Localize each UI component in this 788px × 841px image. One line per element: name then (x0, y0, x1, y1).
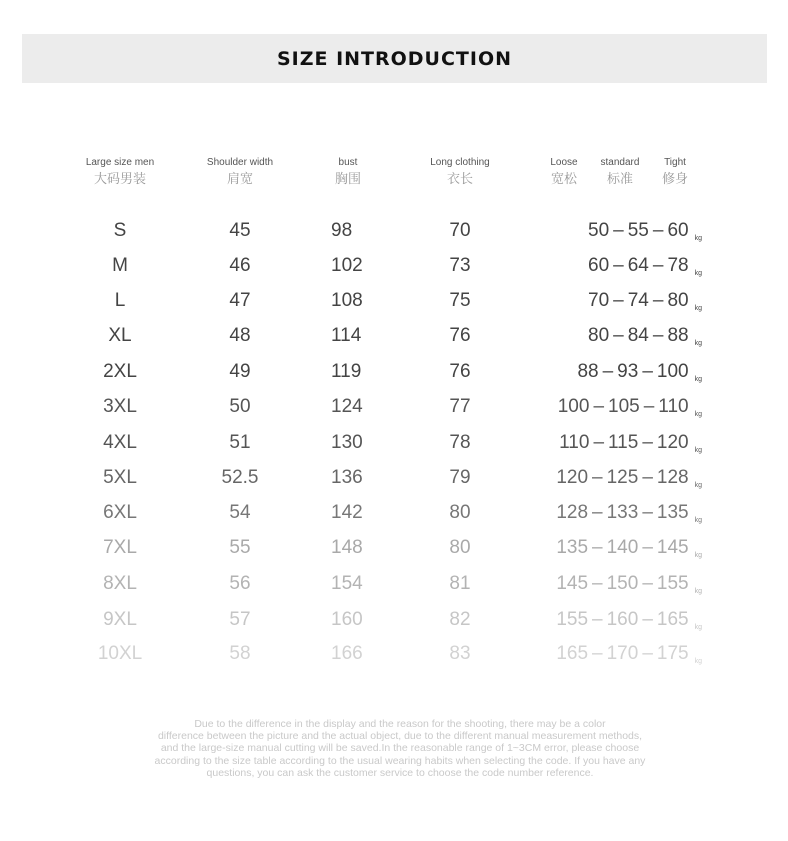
standard-weight: 84 (627, 325, 649, 346)
header-standard-cn: 标准 (606, 172, 633, 187)
range-dash: – (652, 290, 664, 311)
range-dash: – (642, 361, 653, 382)
length-cell: 82 (449, 609, 471, 630)
size-cell: 8XL (103, 573, 137, 594)
header-loose-cn: 宽松 (550, 172, 577, 187)
shoulder-cell: 51 (229, 432, 251, 453)
size-cell: 7XL (103, 537, 137, 558)
bust-cell: 130 (331, 432, 363, 453)
length-cell: 78 (449, 432, 471, 453)
weight-range-cell (532, 218, 702, 248)
table-row (0, 607, 788, 633)
bust-cell: 142 (331, 502, 363, 523)
loose-weight: 50 (588, 220, 610, 241)
loose-weight: 110 (559, 432, 590, 453)
tight-weight: 135 (656, 502, 689, 523)
header-length-en: Long clothing (430, 157, 490, 168)
range-dash: – (652, 325, 664, 346)
range-dash: – (642, 609, 653, 630)
range-dash: – (613, 290, 624, 311)
bust-cell: 148 (331, 537, 363, 558)
header-tight (652, 156, 698, 189)
header-size (70, 156, 170, 189)
weight-range-cell (532, 500, 702, 530)
shoulder-cell: 56 (229, 573, 251, 594)
weight-range-cell (532, 571, 702, 601)
loose-weight: 88 (577, 361, 599, 382)
tight-weight: 128 (656, 467, 689, 488)
header-standard-en: standard (600, 157, 640, 168)
header-loose-en: Loose (550, 157, 578, 168)
bust-cell: 160 (331, 609, 363, 630)
length-cell: 79 (449, 467, 471, 488)
table-row (0, 394, 788, 420)
unit-label: kg (694, 411, 702, 418)
size-cell: 2XL (103, 361, 137, 382)
header-length (410, 156, 510, 189)
table-row (0, 641, 788, 667)
header-bust-en: bust (338, 157, 358, 168)
weight-range-cell (532, 641, 702, 671)
length-cell: 70 (449, 220, 471, 241)
shoulder-cell: 49 (229, 361, 251, 382)
tight-weight: 175 (656, 643, 689, 664)
table-row (0, 218, 788, 244)
standard-weight: 170 (606, 643, 639, 664)
standard-weight: 150 (606, 573, 639, 594)
weight-range-cell (532, 253, 702, 283)
standard-weight: 55 (627, 220, 649, 241)
loose-weight: 165 (556, 643, 589, 664)
loose-weight: 60 (588, 255, 610, 276)
bust-cell: 114 (331, 325, 362, 346)
tight-weight: 88 (667, 325, 689, 346)
tight-weight: 165 (656, 609, 689, 630)
page-title: SIZE INTRODUCTION (276, 47, 513, 70)
table-row (0, 571, 788, 597)
range-dash: – (602, 361, 614, 382)
bust-cell: 108 (331, 290, 363, 311)
range-dash: – (592, 502, 603, 523)
tight-weight: 100 (656, 361, 689, 382)
standard-weight: 160 (606, 609, 639, 630)
size-cell: M (112, 255, 128, 276)
unit-label: kg (694, 447, 702, 454)
range-dash: – (642, 467, 653, 488)
unit-label: kg (694, 482, 702, 489)
tight-weight: 110 (658, 396, 689, 417)
tight-weight: 155 (656, 573, 689, 594)
shoulder-cell: 50 (229, 396, 251, 417)
standard-weight: 115 (608, 432, 639, 453)
header-standard (592, 156, 648, 189)
header-loose (538, 156, 590, 189)
table-row (0, 465, 788, 491)
shoulder-cell: 52.5 (221, 467, 259, 488)
range-dash: – (592, 537, 603, 558)
header-tight-en: Tight (664, 157, 686, 168)
note-line: Due to the difference in the display and the reason for the shooting, there may be a color (194, 718, 606, 730)
size-cell: 10XL (97, 643, 143, 664)
range-dash: – (613, 325, 624, 346)
bust-cell: 98 (331, 220, 353, 241)
size-cell: 6XL (103, 502, 137, 523)
shoulder-cell: 54 (229, 502, 251, 523)
header-tight-cn: 修身 (661, 172, 688, 187)
standard-weight: 93 (617, 361, 639, 382)
disclaimer-note (100, 718, 700, 779)
weight-range-cell (532, 394, 702, 424)
table-row (0, 535, 788, 561)
unit-label: kg (694, 235, 702, 242)
header-size-en: Large size men (85, 157, 155, 168)
standard-weight: 140 (606, 537, 639, 558)
length-cell: 81 (449, 573, 471, 594)
range-dash: – (652, 220, 664, 241)
range-dash: – (642, 432, 653, 453)
length-cell: 75 (449, 290, 471, 311)
header-shoulder-en: Shoulder width (206, 157, 274, 168)
note-line: questions, you can ask the customer service to choose the code number reference. (206, 766, 594, 779)
unit-label: kg (694, 624, 702, 631)
header-size-cn: 大码男装 (93, 172, 146, 187)
header-length-cn: 衣长 (446, 172, 473, 187)
weight-range-cell (532, 323, 702, 353)
standard-weight: 133 (606, 502, 639, 523)
shoulder-cell: 55 (229, 537, 251, 558)
header-bust-cn: 胸围 (334, 172, 361, 187)
length-cell: 76 (449, 325, 471, 346)
range-dash: – (592, 609, 603, 630)
table-row (0, 288, 788, 314)
bust-cell: 102 (331, 255, 363, 276)
length-cell: 80 (449, 537, 471, 558)
range-dash: – (613, 255, 624, 276)
range-dash: – (643, 396, 655, 417)
bust-cell: 154 (331, 573, 363, 594)
bust-cell: 124 (331, 396, 363, 417)
unit-label: kg (694, 588, 702, 595)
range-dash: – (642, 502, 653, 523)
table-row (0, 323, 788, 349)
table-row (0, 253, 788, 279)
length-cell: 76 (449, 361, 471, 382)
tight-weight: 60 (667, 220, 689, 241)
unit-label: kg (694, 305, 702, 312)
loose-weight: 120 (556, 467, 589, 488)
shoulder-cell: 45 (229, 220, 251, 241)
shoulder-cell: 57 (229, 609, 251, 630)
unit-label: kg (694, 340, 702, 347)
unit-label: kg (694, 658, 702, 665)
loose-weight: 135 (556, 537, 589, 558)
header-bust (313, 156, 383, 189)
size-cell: L (114, 290, 126, 311)
standard-weight: 64 (627, 255, 649, 276)
standard-weight: 125 (606, 467, 639, 488)
weight-range-cell (532, 288, 702, 318)
size-cell: 5XL (103, 467, 137, 488)
range-dash: – (592, 573, 603, 594)
size-cell: 9XL (103, 609, 137, 630)
tight-weight: 120 (656, 432, 689, 453)
note-line: according to the size table according to the usual wearing habits when selecting the code. If you have any (154, 754, 646, 767)
standard-weight: 105 (608, 396, 640, 417)
range-dash: – (592, 467, 603, 488)
length-cell: 77 (449, 396, 471, 417)
unit-label: kg (694, 552, 702, 559)
bust-cell: 136 (331, 467, 363, 488)
tight-weight: 78 (667, 255, 689, 276)
header-shoulder-cn: 肩宽 (226, 172, 253, 187)
note-line: and the large-size manual cutting will be saved.In the reasonable range of 1~3CM error, please choose (160, 742, 640, 755)
bust-cell: 166 (331, 643, 363, 664)
tight-weight: 80 (667, 290, 689, 311)
shoulder-cell: 46 (229, 255, 251, 276)
range-dash: – (652, 255, 664, 276)
length-cell: 80 (449, 502, 471, 523)
size-cell: 3XL (103, 396, 137, 417)
size-cell: XL (108, 325, 132, 346)
note-line: difference between the picture and the actual object, due to the different manual measurement methods, (157, 730, 643, 743)
table-row (0, 500, 788, 526)
unit-label: kg (694, 517, 702, 524)
range-dash: – (642, 643, 653, 664)
shoulder-cell: 47 (229, 290, 251, 311)
range-dash: – (592, 643, 603, 664)
size-cell: 4XL (103, 432, 137, 453)
loose-weight: 70 (588, 290, 610, 311)
loose-weight: 155 (556, 609, 589, 630)
shoulder-cell: 48 (229, 325, 251, 346)
table-row (0, 430, 788, 456)
header-shoulder (190, 156, 290, 189)
title-banner (22, 34, 767, 83)
weight-range-cell (532, 359, 702, 389)
shoulder-cell: 58 (229, 643, 251, 664)
standard-weight: 74 (627, 290, 649, 311)
unit-label: kg (694, 270, 702, 277)
weight-range-cell (532, 465, 702, 495)
weight-range-cell (532, 607, 702, 637)
bust-cell: 119 (331, 361, 362, 382)
weight-range-cell (532, 430, 702, 460)
size-cell: S (113, 220, 127, 241)
table-row (0, 359, 788, 385)
loose-weight: 128 (556, 502, 589, 523)
range-dash: – (593, 432, 605, 453)
tight-weight: 145 (656, 537, 689, 558)
range-dash: – (642, 573, 653, 594)
range-dash: – (593, 396, 605, 417)
range-dash: – (613, 220, 624, 241)
loose-weight: 145 (556, 573, 589, 594)
range-dash: – (642, 537, 653, 558)
length-cell: 73 (449, 255, 471, 276)
loose-weight: 100 (557, 396, 590, 417)
weight-range-cell (532, 535, 702, 565)
unit-label: kg (694, 376, 702, 383)
length-cell: 83 (449, 643, 471, 664)
loose-weight: 80 (588, 325, 610, 346)
